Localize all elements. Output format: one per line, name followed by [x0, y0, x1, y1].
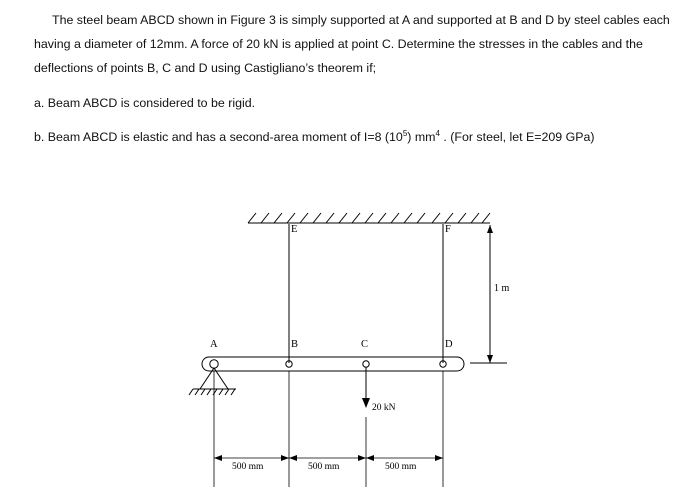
problem-paragraph-3-part1: b. Beam ABCD is elastic and has a second-area moment of I=8 (10	[34, 129, 403, 144]
label-point-B: B	[291, 339, 299, 350]
dimension-label-bc: 500 mm	[308, 462, 340, 472]
height-label-1m: 1 m	[494, 283, 510, 294]
label-point-E: E	[291, 224, 298, 235]
problem-statement	[34, 8, 670, 159]
label-point-C: C	[361, 339, 369, 350]
label-point-F: F	[445, 224, 451, 235]
problem-paragraph-1: The steel beam ABCD shown in Figure 3 is simply supported at A and supported at B and D by steel cables each having a diameter of 12mm. A force of 20 kN is applied at point C. Determine the stresses in the cables and the deflections of points B, C and D using Castigliano’s theorem if;	[34, 13, 670, 76]
problem-paragraph-3-part3: . (For steel, let E=209 GPa)	[439, 129, 595, 144]
figure-svg	[160, 205, 560, 495]
force-label-20kn: 20 kN	[372, 403, 396, 413]
exponent-5: 5	[402, 128, 408, 138]
dimension-label-cd: 500 mm	[385, 462, 417, 472]
problem-paragraph-3	[34, 125, 670, 149]
problem-paragraph-3-part2: ) mm	[407, 129, 436, 144]
dimension-label-ab: 500 mm	[232, 462, 264, 472]
problem-paragraph-2: a. Beam ABCD is considered to be rigid.	[34, 95, 256, 110]
label-point-A: A	[210, 339, 218, 350]
exponent-4: 4	[435, 128, 440, 138]
label-point-D: D	[445, 339, 453, 350]
figure-3-diagram	[160, 205, 560, 495]
